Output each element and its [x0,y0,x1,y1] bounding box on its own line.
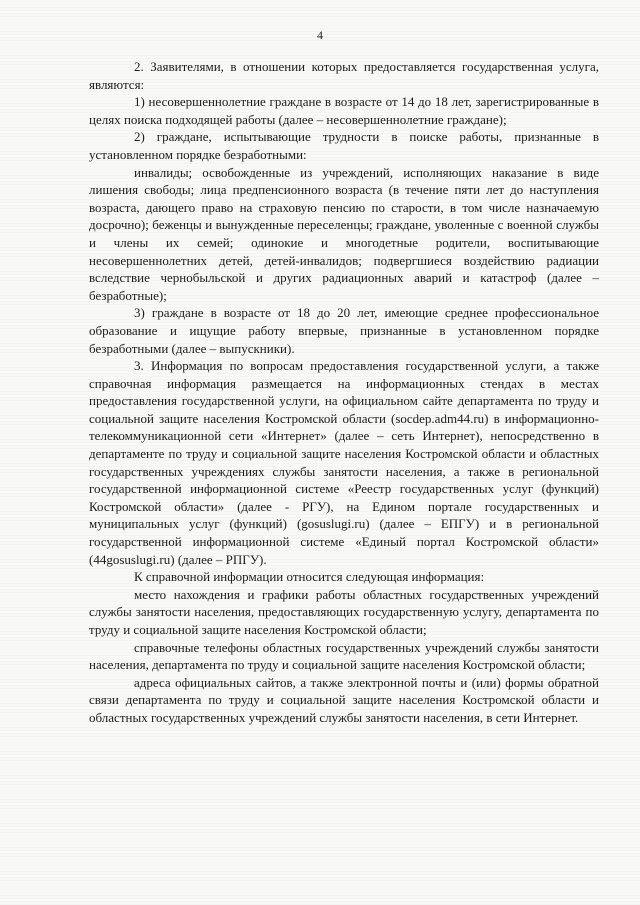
paragraph-reference-intro: К справочной информации относится следующая информация: [134,569,485,585]
paragraph-websites-emails: адреса официальных сайтов, а также электронной почты и (или) формы обратной связи департамента по труду и социальной защите населения Костромской области и областных государственных учреждений службы занятости населения, в сети Интернет. [89,674,599,725]
paragraph-unemployed-intro: 2) граждане, испытывающие трудности в поиске работы, признанные в установленном порядке безработными: [89,129,599,162]
paragraph-graduates: 3) граждане в возрасте от 18 до 20 лет, имеющие среднее профессиональное образование и ищущие работу впервые, признанные в установленном порядке безработными (далее – выпускники). [89,305,599,356]
page-number: 4 [317,28,323,42]
document-body [89,58,599,727]
paragraph-minors: 1) несовершеннолетние граждане в возрасте от 14 до 18 лет, зарегистрированные в целях поиска подходящей работы (далее – несовершеннолетние граждане); [89,94,599,127]
paragraph-information: 3. Информация по вопросам предоставления государственной услуги, а также справочная информация размещается на информационных стендах в местах предоставления государственной услуги, на официальном сайте департамента по труду и социальной защите населения Костромской области (socdep.adm44.ru) в информационно-телекоммуникационной сети «Интернет» (далее – сеть Интернет), непосредственно в департаменте по труду и социальной защите населения Костромской области и областных государственных учреждениях службы занятости населения, а также в региональной государственной информационной системе «Реестр государственных услуг (функций) Костромской области» (далее - РГУ), на Едином портале государственных и муниципальных услуг (функций) (gosuslugi.ru) (далее – ЕПГУ) и в региональной государственной информационной системе «Единый портал Костромской области» (44gosuslugi.ru) (далее – РПГУ). [89,358,599,567]
paragraph-applicants-intro: 2. Заявителями, в отношении которых предоставляется государственная услуга, являются: [89,59,599,92]
paragraph-phones: справочные телефоны областных государственных учреждений службы занятости населения, департамента по труду и социальной защите населения Костромской области; [89,639,599,673]
paragraph-locations-schedules: место нахождения и графики работы областных государственных учреждений службы занятости населения, предоставляющих государственную услугу, департамента по труду и социальной защите населения Костромской области; [89,586,599,637]
paragraph-unemployed-categories: инвалиды; освобожденные из учреждений, исполняющих наказание в виде лишения свободы; лица предпенсионного возраста (в течение пяти лет до наступления возраста, дающего право на страховую пенсию по старости, в том числе назначаемую досрочно); беженцы и вынужденные переселенцы; граждане, уволенные с военной службы и члены их семей; одинокие и многодетные родители, воспитывающие несовершеннолетних детей, детей-инвалидов; подвергшиеся воздействию радиации вследствие чернобыльской и других радиационных аварий и катастроф (далее – безработные); [89,164,599,303]
